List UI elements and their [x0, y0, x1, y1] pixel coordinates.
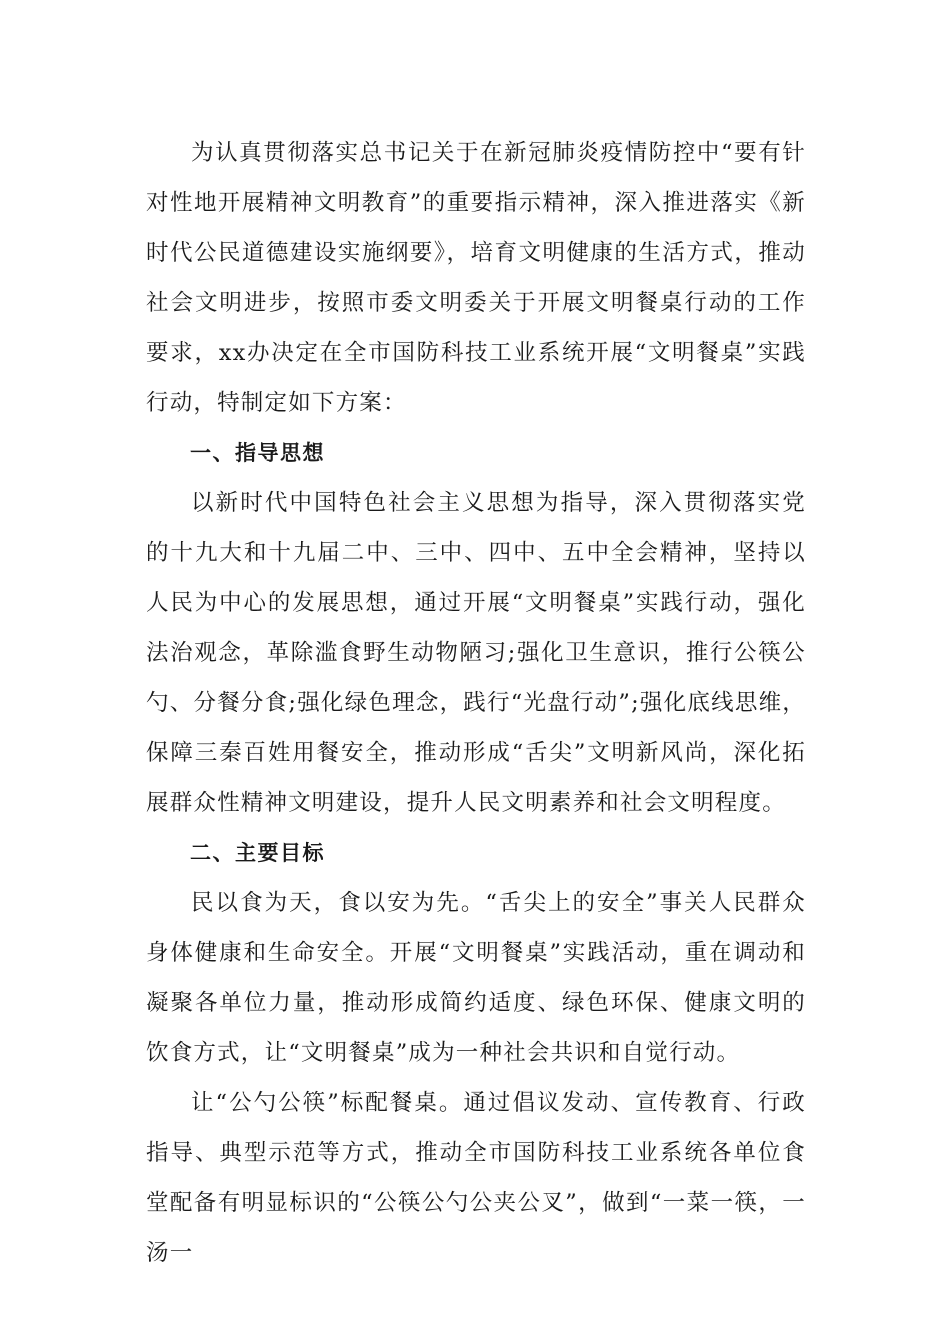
section-heading-guiding-ideology: 一、指导思想: [190, 441, 325, 465]
public-chopsticks-paragraph: 让“公勺公筷”标配餐桌。通过倡议发动、宣传教育、行政指导、典型示范等方式，推动全市国防科技工业系统各单位食堂配备有明显标识的“公筷公勺公夹公叉”，做到“一菜一筷，一汤一: [146, 1090, 806, 1266]
guiding-ideology-paragraph: 以新时代中国特色社会主义思想为指导，深入贯彻落实党的十九大和十九届二中、三中、四中、五中全会精神，坚持以人民为中心的发展思想，通过开展“文明餐桌”实践行动，强化法治观念，革除滥食野生动物陋习;强化卫生意识，推行公筷公勺、分餐分食;强化绿色理念，践行“光盘行动”;强化底线思维，保障三秦百姓用餐安全，推动形成“舌尖”文明新风尚，深化拓展群众性精神文明建设，提升人民文明素养和社会文明程度。: [146, 490, 806, 816]
main-goals-paragraph: 民以食为天，食以安为先。“舌尖上的安全”事关人民群众身体健康和生命安全。开展“文明餐桌”实践活动，重在调动和凝聚各单位力量，推动形成简约适度、绿色环保、健康文明的饮食方式，让“文明餐桌”成为一种社会共识和自觉行动。: [146, 890, 806, 1066]
document-page: [146, 128, 806, 1278]
intro-paragraph: 为认真贯彻落实总书记关于在新冠肺炎疫情防控中“要有针对性地开展精神文明教育”的重要指示精神，深入推进落实《新时代公民道德建设实施纲要》，培育文明健康的生活方式，推动社会文明进步，按照市委文明委关于开展文明餐桌行动的工作要求，xx办决定在全市国防科技工业系统开展“文明餐桌”实践行动，特制定如下方案：: [146, 140, 806, 416]
section-heading-main-goals: 二、主要目标: [190, 841, 325, 865]
